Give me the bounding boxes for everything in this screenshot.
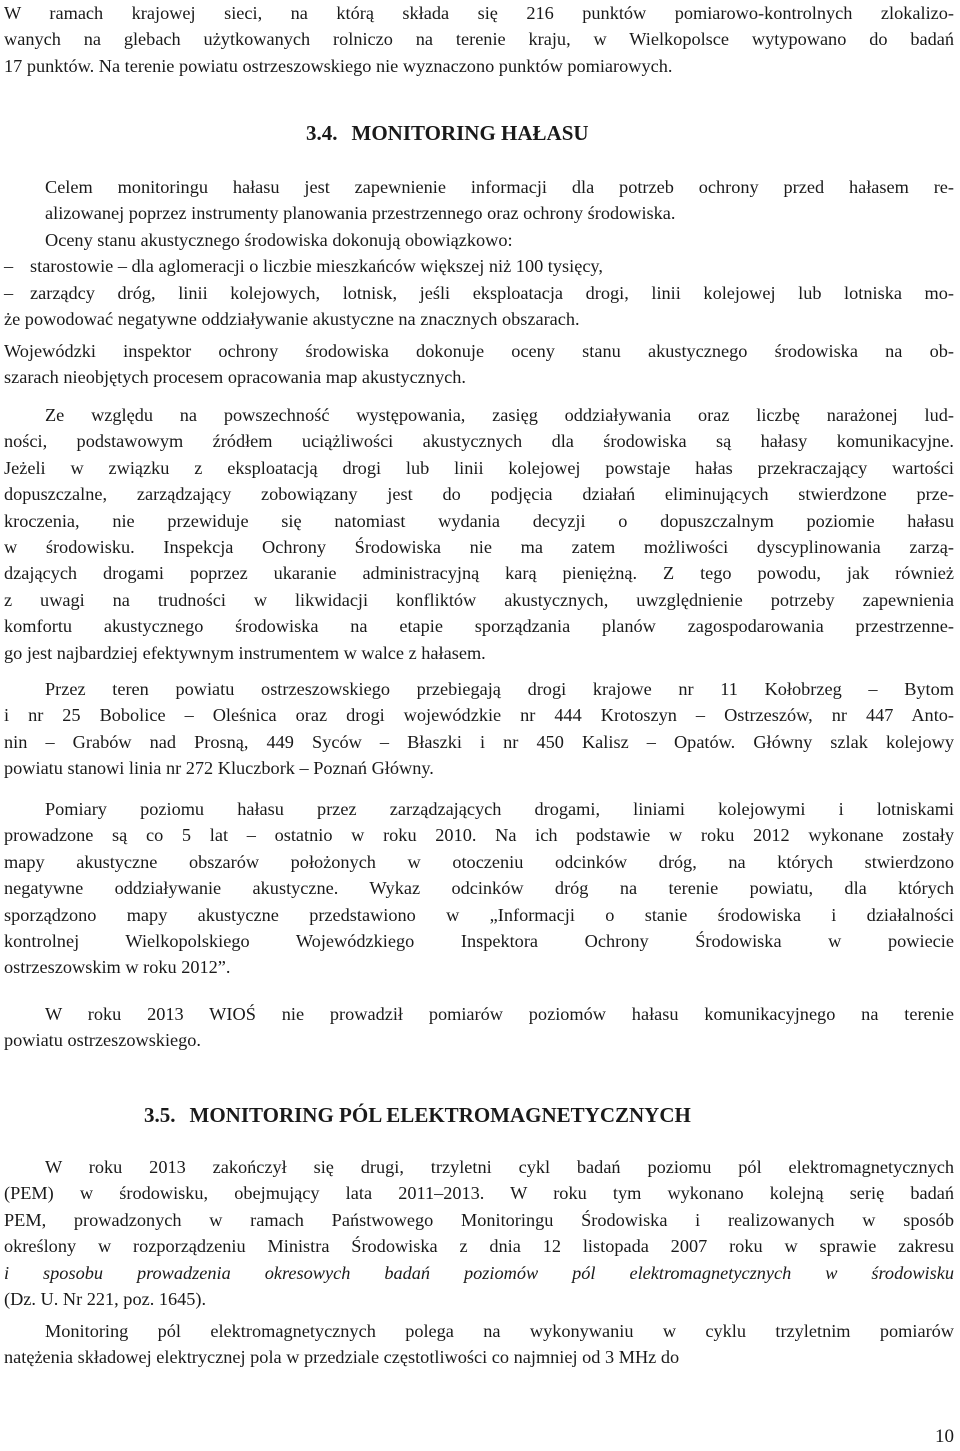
text-line: PEM, prowadzonych w ramach Państwowego Monitoringu Środowiska i realizowanych w sposób [4,1209,954,1230]
section-heading-3-4 [306,120,589,146]
text-line: ostrzeszowskim w roku 2012”. [4,957,231,978]
paragraph-traffic-noise [4,402,954,666]
text-line: natężenia składowej elektrycznej pola w przedziale częstotliwości co najmniej od 3 MHz do [4,1347,680,1368]
text-line: wanych na glebach użytkowanych rolniczo na terenie kraju, w Wielkopolsce wytypowano do badań [4,29,954,50]
text-line: (PEM) w środowisku, obejmujący lata 2011–2013. W roku tym wykonano kolejną serię badań [4,1183,954,1204]
text-line: nin – Grabów nad Prosną, 449 Syców – Błaszki i nr 450 Kalisz – Opatów. Główny szlak kolejowy [4,731,954,752]
text-line: W roku 2013 WIOŚ nie prowadził pomiarów poziomów hałasu komunikacyjnego na terenie [45,1004,954,1024]
text-line: mapy akustyczne obszarów położonych w otoczeniu odcinków dróg, na których stwierdzono [4,851,954,872]
text-line: Wojewódzki inspektor ochrony środowiska dokonuje oceny stanu akustycznego środowiska na ob- [4,341,954,361]
paragraph-pem-monitoring [4,1318,954,1371]
paragraph-pem-cycle [4,1154,954,1312]
text-line: (Dz. U. Nr 221, poz. 1645). [4,1289,207,1310]
paragraph-roads [4,676,954,782]
section-number: 3.4. [306,121,338,145]
text-line: zarządcy dróg, linii kolejowych, lotnisk, jeśli eksploatacja drogi, linii kolejowej lub lotniska mo- [30,283,954,303]
text-line: w środowisku. Inspekcja Ochrony Środowiska nie ma zatem możliwości dyscyplinowania zarzą- [4,537,954,558]
paragraph-noise-purpose [45,174,954,227]
text-line: i nr 25 Bobolice – Oleśnica oraz drogi wojewódzkie nr 444 Krotoszyn – Ostrzeszów, nr 447 Anto- [4,705,954,726]
paragraph-assessment-intro [45,227,954,253]
text-line: że powodować negatywne oddziaływanie akustyczne na znacznych obszarach. [4,309,580,330]
section-number: 3.5. [144,1103,176,1127]
section-title: MONITORING HAŁASU [351,121,589,145]
bullet-dash: – [4,283,14,303]
text-line: określony w rozporządzeniu Ministra Środowiska z dnia 12 listopada 2007 roku w sprawie zakresu [4,1236,954,1257]
text-line: starostowie – dla aglomeracji o liczbie mieszkańców większej niż 100 tysięcy, [30,256,603,276]
text-line: kontrolnej Wielkopolskiego Wojewódzkiego Inspektora Ochrony Środowiska w powiecie [4,931,954,952]
text-line: prowadzone są co 5 lat – ostatnio w roku 2010. Na ich podstawie w roku 2012 wykonane zostały [4,825,954,846]
text-line: W ramach krajowej sieci, na którą składa się 216 punktów pomiarowo-kontrolnych zlokalizo- [4,3,954,23]
text-line: alizowanej poprzez instrumenty planowania przestrzennego oraz ochrony środowiska. [45,203,676,224]
text-line: powiatu ostrzeszowskiego. [4,1030,201,1051]
text-line: dzających drogami poprzez ukaranie administracyjną karą pieniężną. Z tego powodu, jak również [4,563,954,584]
text-line: szarach nieobjętych procesem opracowania map akustycznych. [4,367,466,388]
text-line: Celem monitoringu hałasu jest zapewnienie informacji dla potrzeb ochrony przed hałasem re- [45,177,954,197]
bullet-dash: – [4,256,14,276]
text-line: komfortu akustycznego środowiska na etapie sporządzania planów zagospodarowania przestrzenne- [4,616,954,637]
regulation-title: i sposobu prowadzenia okresowych badań poziomów pól elektromagnetycznych w środowisku [4,1262,954,1283]
text-line: kroczenia, nie przewiduje się natomiast wydania decyzji o dopuszczalnym poziomie hałasu [4,510,954,531]
text-line: Pomiary poziomu hałasu przez zarządzających drogami, liniami kolejowymi i lotniskami [45,799,954,819]
text-line: dopuszczalne, zarządzający zobowiązany jest do podjęcia działań eliminujących stwierdzone prze- [4,484,954,505]
page-number: 10 [935,1426,954,1447]
text-line: Ze względu na powszechność występowania, zasięg oddziaływania oraz liczbę narażonej lud- [45,405,954,425]
text-line: Oceny stanu akustycznego środowiska dokonują obowiązkowo: [45,230,513,250]
paragraph-inspector [4,338,954,391]
text-line: ności, podstawowym źródłem uciążliwości akustycznych dla środowiska są hałasy komunikacyjne. [4,431,954,452]
paragraph-measurements [4,796,954,981]
text-line: 17 punktów. Na terenie powiatu ostrzeszowskiego nie wyznaczono punktów pomiarowych. [4,55,673,76]
text-line: z uwagi na trudności w likwidacji konfliktów akustycznych, uwzględnienie potrzeby zapewnienia [4,589,954,610]
text-line: Przez teren powiatu ostrzeszowskiego przebiegają drogi krajowe nr 11 Kołobrzeg – Bytom [45,679,954,699]
intro-paragraph [4,0,954,79]
paragraph-wios-2013 [4,1001,954,1054]
text-line: Monitoring pól elektromagnetycznych polega na wykonywaniu w cyklu trzyletnim pomiarów [45,1321,954,1341]
text-line: Jeżeli w związku z eksploatacją drogi lub linii kolejowej powstaje hałas przekraczający wartości [4,457,954,478]
text-line-italic [4,1260,954,1286]
text-line: W roku 2013 zakończył się drugi, trzyletni cykl badań poziomu pól elektromagnetycznych [45,1157,954,1177]
text-line: go jest najbardziej efektywnym instrumentem w walce z hałasem. [4,642,486,663]
text-line: sporządzono mapy akustyczne przedstawiono w „Informacji o stanie środowiska i działalności [4,904,954,925]
text-line: negatywne oddziaływanie akustyczne. Wykaz odcinków dróg na terenie powiatu, dla których [4,878,954,899]
bullet-text [30,253,954,279]
bullet-text [4,280,954,333]
section-title: MONITORING PÓL ELEKTROMAGNETYCZNYCH [189,1103,691,1127]
text-line: powiatu stanowi linia nr 272 Kluczbork – Poznań Główny. [4,758,434,779]
section-heading-3-5 [144,1102,691,1128]
